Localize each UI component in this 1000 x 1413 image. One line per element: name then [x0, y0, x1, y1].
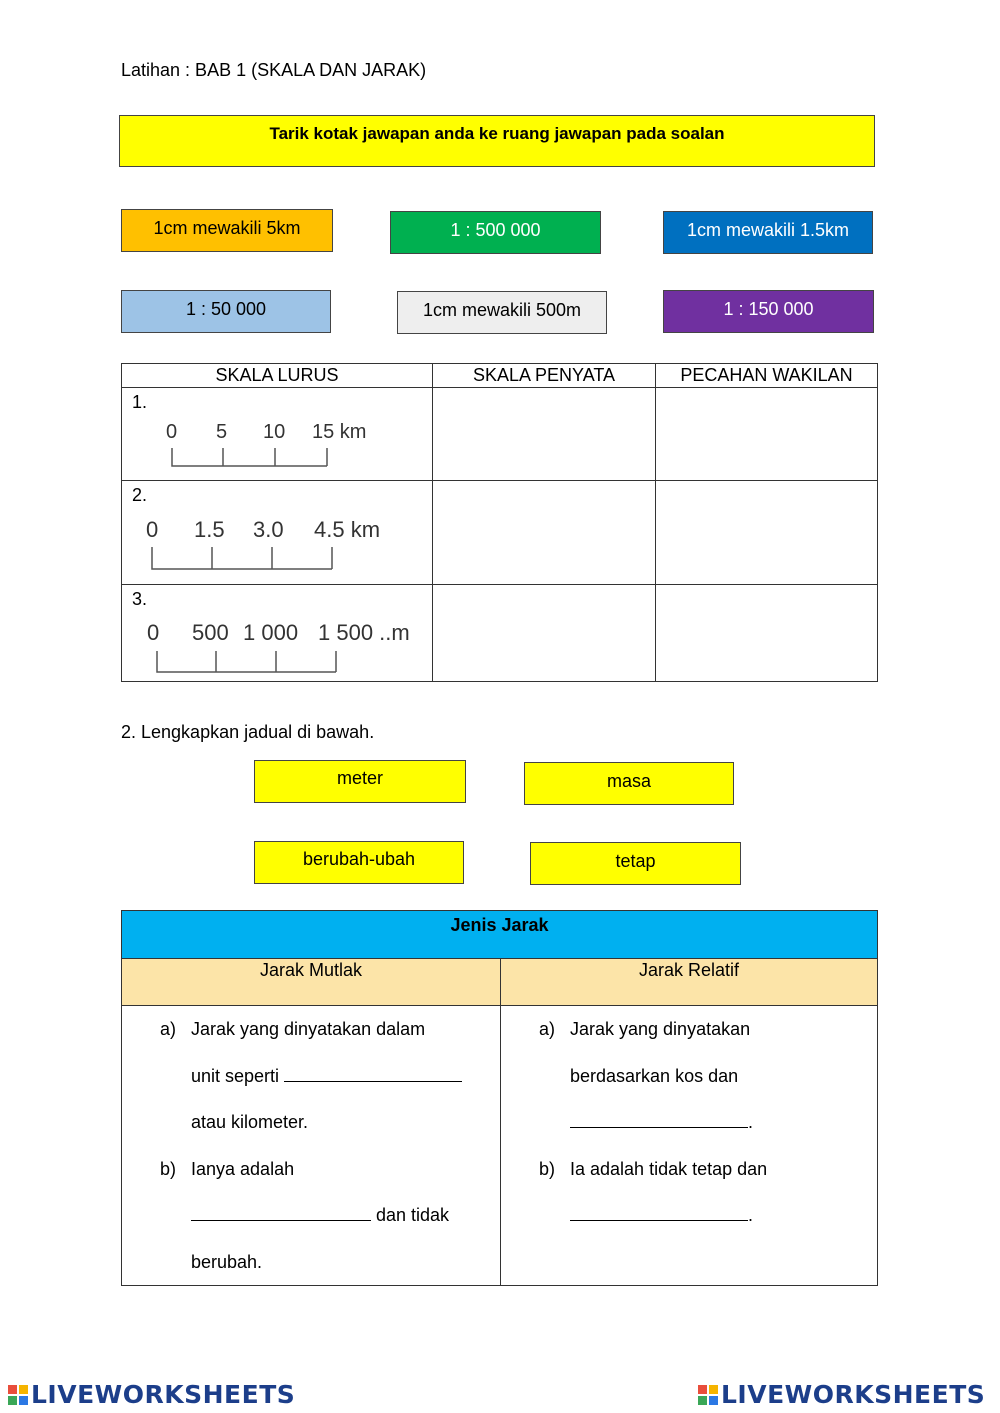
liveworksheets-logo-right: LIVEWORKSHEETS: [698, 1380, 985, 1409]
scale-bar: [172, 448, 327, 466]
liveworksheets-logo-left: LIVEWORKSHEETS: [8, 1380, 295, 1409]
list-item: unit seperti: [122, 1053, 500, 1100]
answer-blank-mutlak-a[interactable]: [284, 1067, 462, 1082]
distance-table-header-row: [122, 959, 878, 1006]
list-item: a) Jarak yang dinyatakan dalam: [160, 1019, 426, 1039]
tick-label: 1 500 ..m: [318, 620, 410, 645]
answer-blank-relatif-a[interactable]: [570, 1113, 748, 1128]
linear-scale-cell-3: [122, 585, 433, 682]
header-skala-penyata: SKALA PENYATA: [433, 364, 656, 388]
scale-table: [121, 363, 878, 682]
distance-table-title-row: [122, 911, 878, 959]
drop-zone-pecahan-1[interactable]: [656, 388, 878, 481]
answer-chip-1cm-5km[interactable]: 1cm mewakili 5km: [121, 209, 333, 252]
tick-label: 10: [263, 421, 286, 443]
header-jarak-mutlak: Jarak Mutlak: [122, 959, 501, 1006]
answer-chip-1cm-1-5km[interactable]: 1cm mewakili 1.5km: [663, 211, 873, 254]
list-item: atau kilometer.: [191, 1112, 309, 1132]
tick-label: 1.5: [194, 517, 225, 542]
answer-blank-relatif-b[interactable]: [570, 1206, 748, 1221]
scale-bar: [157, 651, 336, 672]
linear-scale-3: [122, 585, 430, 681]
header-skala-lurus: SKALA LURUS: [122, 364, 433, 388]
linear-scale-1: [122, 388, 422, 478]
list-item: .: [501, 1099, 877, 1146]
drop-zone-pecahan-2[interactable]: [656, 481, 878, 585]
question-number: 3.: [132, 589, 148, 609]
list-item: berubah.: [191, 1251, 263, 1272]
liveworksheets-icon: [8, 1385, 28, 1405]
tick-label: 3.0: [253, 517, 284, 542]
answer-chip-1cm-500m[interactable]: 1cm mewakili 500m: [397, 291, 607, 334]
list-item: berdasarkan kos dan: [570, 1065, 739, 1086]
table-row: [122, 585, 878, 682]
instruction-banner: Tarik kotak jawapan anda ke ruang jawapan pada soalan: [119, 115, 875, 167]
tick-label: 0: [146, 517, 159, 542]
scale-bar: [152, 547, 332, 569]
liveworksheets-icon: [698, 1385, 718, 1405]
page-title: Latihan : BAB 1 (SKALA DAN JARAK): [121, 60, 427, 80]
drop-zone-penyata-2[interactable]: [433, 481, 656, 585]
linear-scale-cell-2: [122, 481, 433, 585]
list-item: a) Jarak yang dinyatakan: [539, 1019, 751, 1039]
section-2-title: 2. Lengkapkan jadual di bawah.: [121, 722, 375, 742]
list-item: b) Ianya adalah: [160, 1158, 295, 1179]
list-item: .: [501, 1192, 877, 1239]
tick-label: 1 000: [243, 620, 299, 645]
answer-chip-1-500000[interactable]: 1 : 500 000: [390, 211, 601, 254]
tick-label: 500: [192, 620, 229, 645]
question-number: 2.: [132, 485, 148, 505]
distance-table-title: Jenis Jarak: [122, 911, 878, 959]
tick-label: 15 km: [312, 421, 367, 443]
tick-label: 4.5 km: [314, 517, 381, 542]
answer-chip-berubah-ubah[interactable]: berubah-ubah: [254, 841, 464, 884]
header-jarak-relatif: Jarak Relatif: [501, 959, 878, 1006]
distance-table-body-row: [122, 1006, 878, 1286]
tick-label: 5: [216, 421, 228, 443]
question-number: 1.: [132, 392, 148, 412]
list-item: dan tidak: [122, 1192, 500, 1239]
header-pecahan-wakilan: PECAHAN WAKILAN: [656, 364, 878, 388]
table-row: [122, 388, 878, 481]
answer-chip-1-150000[interactable]: 1 : 150 000: [663, 290, 874, 333]
scale-table-header: [122, 364, 878, 388]
drop-zone-penyata-1[interactable]: [433, 388, 656, 481]
tick-label: 0: [147, 620, 160, 645]
answer-chip-meter[interactable]: meter: [254, 760, 466, 803]
jarak-mutlak-content: [122, 1006, 501, 1286]
jarak-relatif-content: [501, 1006, 878, 1286]
linear-scale-2: [122, 481, 422, 581]
table-row: [122, 481, 878, 585]
distance-table: [121, 910, 878, 1286]
answer-chip-tetap[interactable]: tetap: [530, 842, 741, 885]
answer-blank-mutlak-b[interactable]: [191, 1206, 371, 1221]
drop-zone-penyata-3[interactable]: [433, 585, 656, 682]
tick-label: 0: [166, 421, 178, 443]
answer-chip-1-50000[interactable]: 1 : 50 000: [121, 290, 331, 333]
linear-scale-cell-1: [122, 388, 433, 481]
list-item: b) Ia adalah tidak tetap dan: [539, 1158, 768, 1179]
drop-zone-pecahan-3[interactable]: [656, 585, 878, 682]
answer-chip-masa[interactable]: masa: [524, 762, 734, 805]
